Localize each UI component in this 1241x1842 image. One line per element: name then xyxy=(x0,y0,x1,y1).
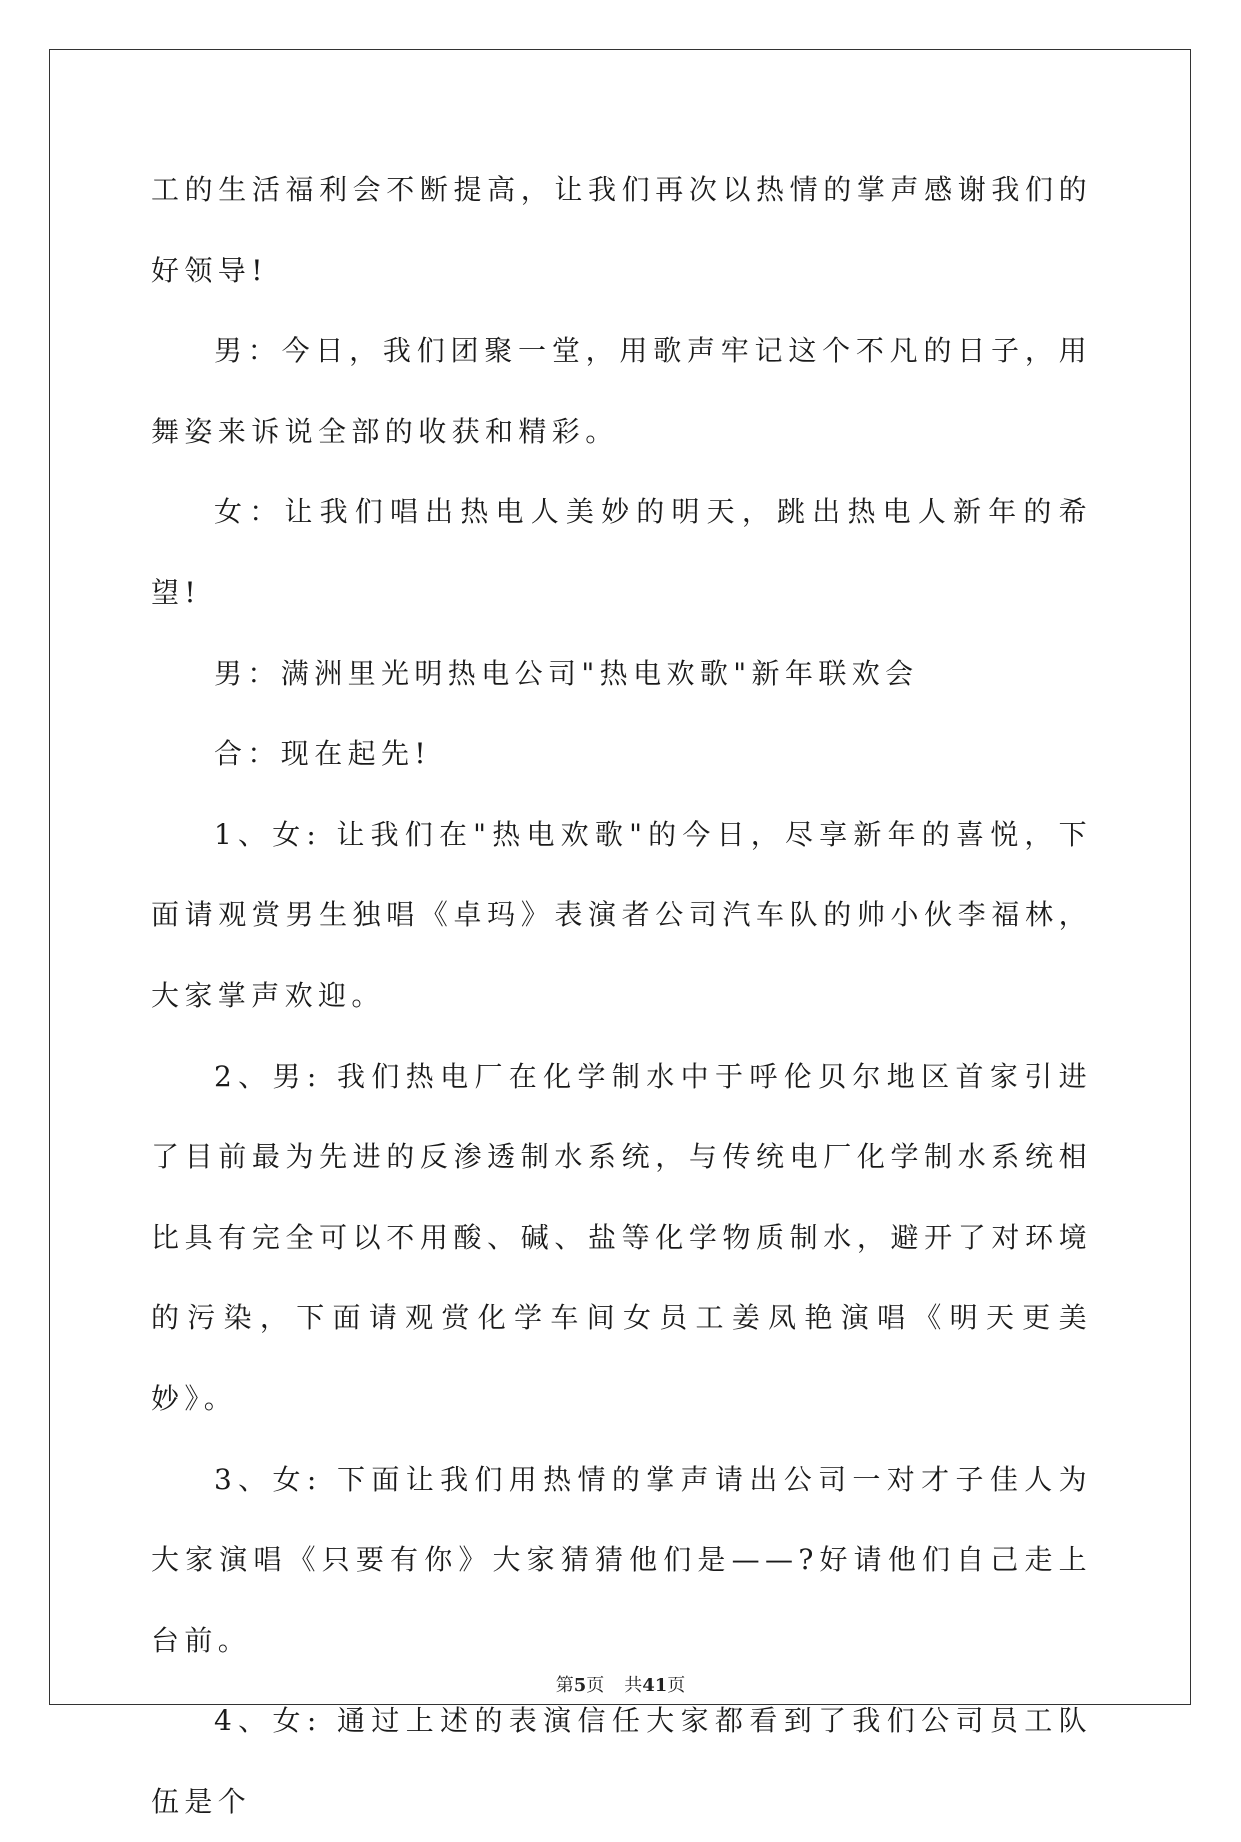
document-body xyxy=(151,150,1092,1842)
paragraph: 男：今日，我们团聚一堂，用歌声牢记这个不凡的日子，用舞姿来诉说全部的收获和精彩。 xyxy=(151,334,1092,448)
total-pages: 41 xyxy=(642,1675,668,1696)
paragraph: 3、女: 下面让我们用热情的掌声请出公司一对才子佳人为大家演唱《只要有你》大家猜猜他们是——?好请他们自己走上台前。 xyxy=(151,1462,1092,1657)
paragraph: 工的生活福利会不断提高，让我们再次以热情的掌声感谢我们的好领导! xyxy=(151,173,1092,287)
paragraph: 合：现在起先! xyxy=(214,737,432,771)
page-prefix: 第 xyxy=(555,1675,574,1696)
paragraph: 1、女: 让我们在"热电欢歌"的今日，尽享新年的喜悦，下面请观赏男生独唱《卓玛》表演者公司汽车队的帅小伙李福林，大家掌声欢迎。 xyxy=(151,817,1092,1012)
page-suffix: 页 xyxy=(586,1675,605,1696)
paragraph: 女：让我们唱出热电人美妙的明天，跳出热电人新年的希望! xyxy=(151,495,1092,609)
page-number: 5 xyxy=(573,1675,587,1696)
paragraph: 2、男: 我们热电厂在化学制水中于呼伦贝尔地区首家引进了目前最为先进的反渗透制水系统，与传统电厂化学制水系统相比具有完全可以不用酸、碱、盐等化学物质制水，避开了对环境的污染，下面请观赏化学车间女员工姜凤艳演唱《明天更美妙》。 xyxy=(151,1059,1092,1415)
page-footer xyxy=(0,1671,1241,1697)
total-prefix: 共 xyxy=(624,1675,643,1696)
total-suffix: 页 xyxy=(667,1675,686,1696)
paragraph: 男：满洲里光明热电公司"热电欢歌"新年联欢会 xyxy=(214,656,919,690)
paragraph: 4、女: 通过上述的表演信任大家都看到了我们公司员工队伍是个 xyxy=(151,1704,1092,1818)
